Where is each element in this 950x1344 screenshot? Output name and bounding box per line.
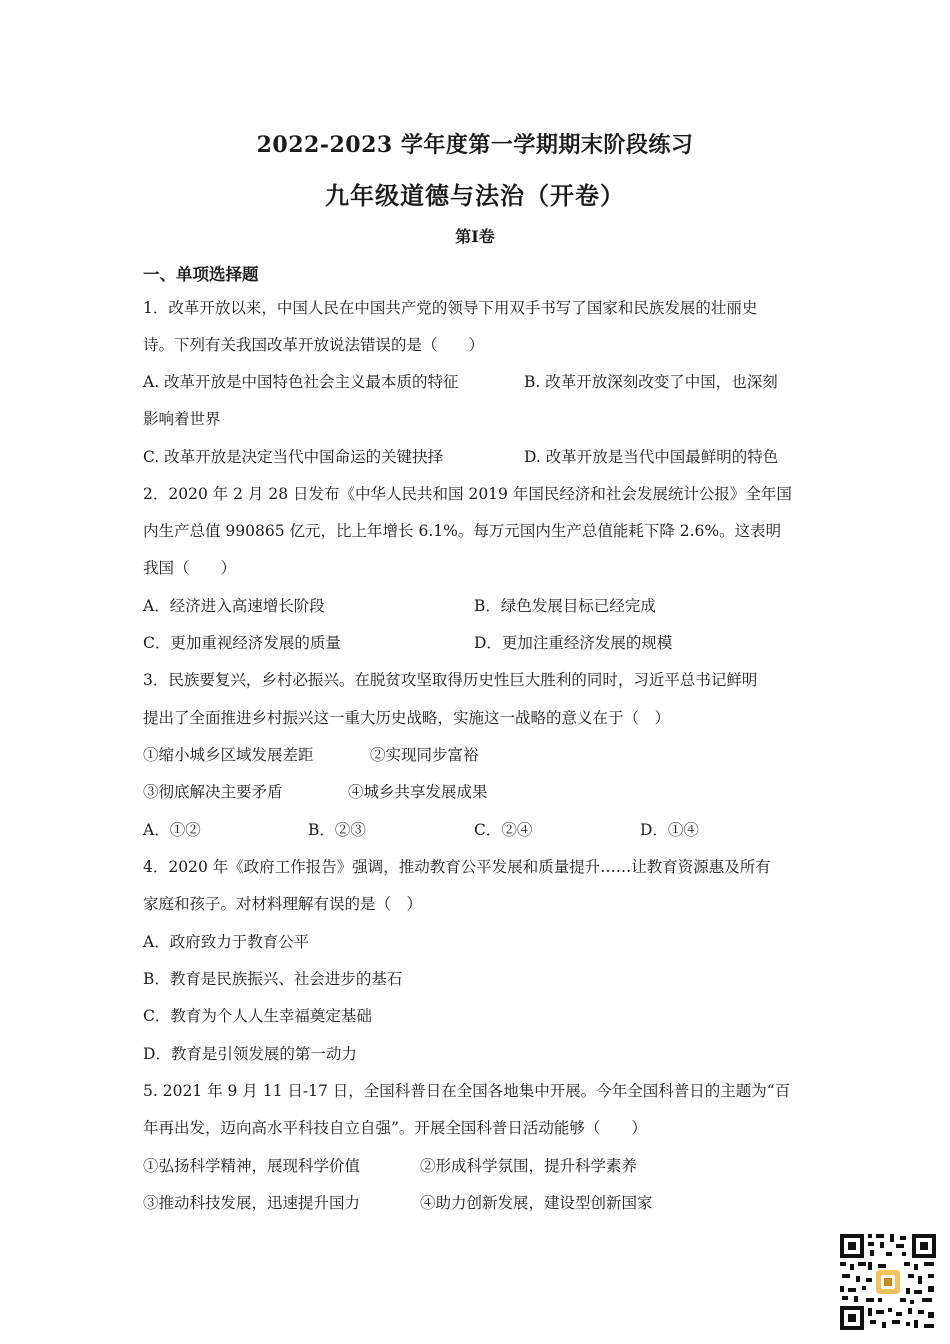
q5-statement-1: ①弘扬科学精神，展现科学价值 (143, 1157, 361, 1175)
q3-statement-4: ④城乡共享发展成果 (348, 783, 488, 801)
q1-option-a: A. 改革开放是中国特色社会主义最本质的特征 (143, 373, 459, 391)
q5-statement-3: ③推动科技发展，迅速提升国力 (143, 1194, 361, 1212)
q4-option-d: D．教育是引领发展的第一动力 (143, 1045, 357, 1063)
q2-option-a: A．经济进入高速增长阶段 (143, 597, 325, 615)
q3-option-b: B．②③ (308, 821, 366, 839)
q3-option-a: A．①② (143, 821, 201, 839)
q1-stem-line-1: 1．改革开放以来，中国人民在中国共产党的领导下用双手书写了国家和民族发展的壮丽史 (143, 299, 758, 317)
q4-stem-line-1: 4．2020 年《政府工作报告》强调，推动教育公平发展和质量提升……让教育资源惠及所有 (143, 858, 771, 876)
q2-option-d: D．更加注重经济发展的规模 (474, 634, 673, 652)
q3-option-c: C．②④ (474, 821, 533, 839)
q4-option-c: C．教育为个人人生幸福奠定基础 (143, 1007, 372, 1025)
exam-title: 2022-2023 学年度第一学期期末阶段练习 (256, 132, 694, 158)
q4-option-a: A．政府致力于教育公平 (143, 933, 310, 951)
q1-option-c: C. 改革开放是决定当代中国命运的关键抉择 (143, 448, 444, 466)
qr-code-icon (838, 1232, 938, 1332)
q1-option-d: D. 改革开放是当代中国最鲜明的特色 (524, 448, 779, 466)
q1-stem-line-2: 诗。下列有关我国改革开放说法错误的是（ ） (143, 336, 485, 354)
q1-option-b: B. 改革开放深刻改变了中国，也深刻 (524, 373, 778, 391)
q3-statement-3: ③彻底解决主要矛盾 (143, 783, 283, 801)
q3-stem-line-2: 提出了全面推进乡村振兴这一重大历史战略，实施这一战略的意义在于（ ） (143, 709, 671, 727)
q2-option-b: B．绿色发展目标已经完成 (474, 597, 656, 615)
q3-statement-1: ①缩小城乡区域发展差距 (143, 746, 314, 764)
q5-stem-line-1: 5. 2021 年 9 月 11 日-17 日，全国科普日在全国各地集中开展。今年全国科普日的主题为“百 (143, 1082, 791, 1100)
q3-statement-2: ②实现同步富裕 (370, 746, 479, 764)
q2-stem-line-3: 我国（ ） (143, 559, 237, 577)
volume-label: 第I卷 (455, 227, 495, 246)
section-heading: 一、单项选择题 (143, 265, 259, 284)
q3-stem-line-1: 3．民族要复兴，乡村必振兴。在脱贫攻坚取得历史性巨大胜利的同时，习近平总书记鲜明 (143, 671, 758, 689)
exam-subtitle: 九年级道德与法治（开卷） (325, 181, 625, 210)
q5-statement-2: ②形成科学氛围，提升科学素养 (420, 1157, 638, 1175)
q5-statement-4: ④助力创新发展，建设型创新国家 (420, 1194, 653, 1212)
q4-option-b: B．教育是民族振兴、社会进步的基石 (143, 970, 403, 988)
q5-stem-line-2: 年再出发，迈向高水平科技自立自强”。开展全国科普日活动能够（ ） (143, 1119, 647, 1137)
q3-option-d: D．①④ (640, 821, 699, 839)
q1-option-b-continued: 影响着世界 (143, 410, 221, 428)
q4-stem-line-2: 家庭和孩子。对材料理解有误的是（ ） (143, 895, 423, 913)
q2-option-c: C．更加重视经济发展的质量 (143, 634, 341, 652)
q2-stem-line-2: 内生产总值 990865 亿元，比上年增长 6.1%。每万元国内生产总值能耗下降 2.6%。这表明 (143, 522, 782, 540)
q2-stem-line-1: 2．2020 年 2 月 28 日发布《中华人民共和国 2019 年国民经济和社会发展统计公报》全年国 (143, 485, 792, 503)
